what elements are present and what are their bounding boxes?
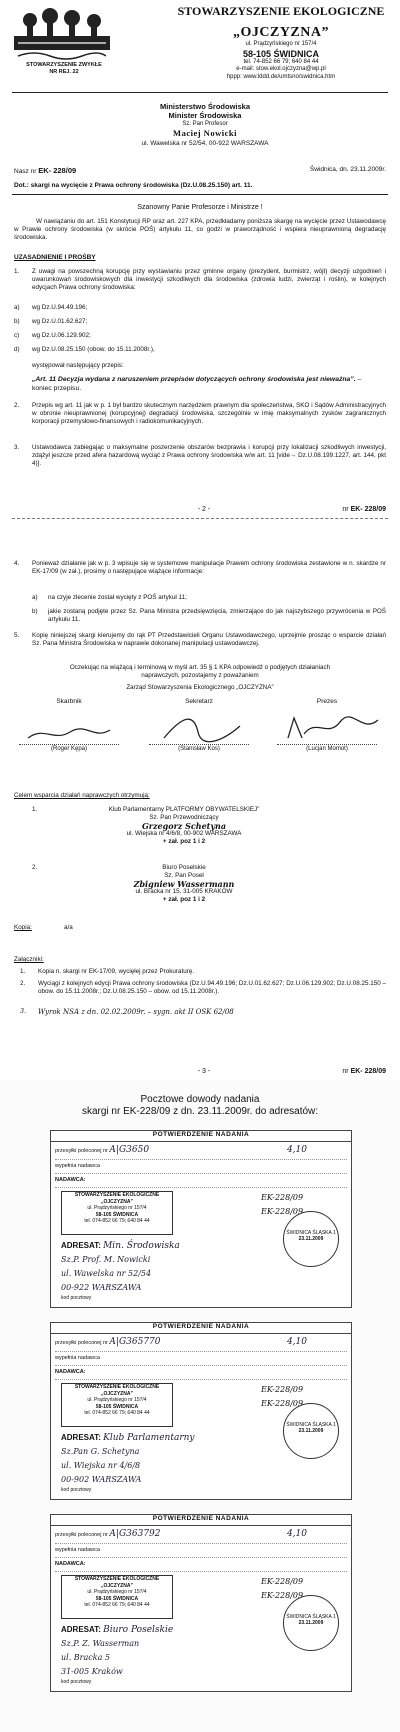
page-break xyxy=(12,518,388,519)
signature-president xyxy=(282,712,382,744)
attachment-3: 3. Wyrok NSA z dn. 02.02.2009r. – sygn. akt II OSK 62/08 xyxy=(20,1008,234,1016)
attachments-title: Załączniki: xyxy=(14,956,44,963)
kopia-row: Kopia: a/a xyxy=(14,924,73,931)
signature-secretary xyxy=(154,710,244,744)
copy-2: 2. Biuro Poselskie Sz. Pan Poseł Zbigniew Wassermann ul. Bracka nr 15, 31-005 KRAKÓW + zał. poz 1 i 2 xyxy=(32,864,235,903)
post-stamp-2: ŚWIDNICA ŚLĄSKA 1 23.11.2009 xyxy=(283,1403,339,1459)
recipient-ministry: Ministerstwo Środowiska xyxy=(159,102,251,111)
sender-stamp-1: STOWARZYSZENIE EKOLOGICZNE „OJCZYZNA” ul. Prądzyńskiego nr 157/4 58-105 ŚWIDNICA tel. 074-852 66 79; 640 84 44 xyxy=(61,1191,173,1235)
sig-name-treasurer: (Roger Kępa) xyxy=(50,746,88,752)
post-stamp-3: ŚWIDNICA ŚLĄSKA 1 23.11.2009 xyxy=(283,1595,339,1651)
question-a: a) na czyje zlecenie został wycięty z POŚ artykuł 11; xyxy=(32,594,187,601)
item-5: 5. Kopię niniejszej skargi kierujemy do rąk PT Przedstawicieli Organu Ustawodawczego, uprzejmie prosząc o wsparcie działań Sz. Pana Ministra Środowiska w naprawie dokonanej manipulacji ustawodawczej. xyxy=(14,632,386,647)
header-rule xyxy=(12,92,388,93)
org-email: e-mail: stow.ekol.ojczyzna@wp.pl xyxy=(236,66,326,72)
post-stamp-1: ŚWIDNICA ŚLĄSKA 1 23.11.2009 xyxy=(283,1211,339,1267)
salutation: Szanowny Panie Profesorze i Ministrze ! xyxy=(137,204,263,211)
board: Zarząd Stowarzyszenia Ekologicznego „OJCZYZNA” xyxy=(126,684,274,691)
association-logo xyxy=(14,6,110,62)
recipient-title: Minister Środowiska xyxy=(168,111,242,120)
item-4: 4. Ponieważ działanie jak w p. 3 wpisuje się w systemowe manipulacje Prawem ochrony środowiska zestawione w n. skardze nr EK-17/09 (w zał.), prosimy o następujące wiążące informacje: xyxy=(14,560,386,575)
edition-a: a) wg Dz.U.94.49.196; xyxy=(14,304,88,311)
sender-stamp-2: STOWARZYSZENIE EKOLOGICZNE „OJCZYZNA” ul. Prądzyńskiego nr 157/4 58-105 ŚWIDNICA tel. 074-852 66 79; 640 84 44 xyxy=(61,1383,173,1427)
item-3: 3. Ustawodawca zabiegając o maksymalne poszerzenie obszarów bezprawia i korupcji przy lokalizacji szkodliwych inwestycji, zdążył jeszcze przed afera hazardową wyciąć z Prawa ochrony środowiska w/w art. 11 [vide→ Dz.U.08.199.1227, art. 144, pkt 4)]. xyxy=(14,444,386,467)
page-3 xyxy=(0,1080,400,1732)
org-web: hppp: www.lddd.de/umtsno/swidnica.htm xyxy=(226,73,336,80)
page-1: STOWARZYSZENIE ZWYKŁE NR REJ. 22 STOWARZYSZENIE EKOLOGICZNE „OJCZYZNA” ul. Prądzyńskiego nr 157/4 58-105 ŚWIDNICA tel. 74-852 66 79; 640 84 44 e-mail: stow.ekol.ojczyzna@wp.pl hppp: www.lddd.de/umtsno/swidnica.htm Ministerstwo Środowiska Minister Środowiska Sz. Pan Profesor Maciej Nowicki ul. Wawelska nr 52/54, 00-922 WARSZAWA Nasz nr EK- 228/09 Świdnica, dn. 23.11.2009r. Dot.: skargi na wycięcie z Prawa ochrony środowiska (Dz.U.08.25.150) art. 11. Szanowny Panie Profesorze i Ministrze ! W nawiązaniu do art. 151 Konstytucji RP oraz art. 227 KPA, przedkładamy poniższa skargę na wycięcie przez Ustawodawcę w Prawie ochrony środowiska (w skrócie POŚ) artykułu 11, co godzi w praworządność i wspiera nieuprawnioną degradację środowiska. UZASADNIENIE I PROŚBY 1. Z uwagi na powszechną korupcję przy wystawianiu przez gminne organy (prezydent, burmistrz, wójt) decyzji uzgodnień i uwarunkowań środowiskowych dla inwestycji szkodliwych dla środowiska (zdrowia ludzi, zwierząt i roślin), w kolejnych edycjach Prawa ochrony środowiska: a) wg Dz.U.94.49.196; b) wg Dz.U.01.62.627; c) wg Dz.U.06.129.902; d) wg Dz.U.08.25.150 (obow. do 15.11.2008r.), występował następujący przepis: „Art. 11 Decyzja wydana z naruszeniem przepisów dotyczących ochrony środowiska jest nieważna”. – koniec przepisu. 2. Przepis wg art. 11 jak w p. 1 był bardzo skutecznym narzędziem prawnym dla społeczeństwa, SKO i Sądów Administracyjnych w obronie nieuprawnionej (korupcyjnej) degradacji środowiska, szczególnie w imię maksymalnych zysków zagranicznych korporacji przemysłowo-finansowych i radiokomunikacyjnych. 3. Ustawodawca zabiegając o maksymalne poszerzenie obszarów bezprawia i korupcji przy lokalizacji szkodliwych inwestycji, zdążył jeszcze przed afera hazardową wyciąć z Prawa ochrony środowiska w/w art. 11 [vide→ Dz.U.08.199.1227, art. 144, pkt 4)]. - 2 - nr EK- 228/09 xyxy=(0,0,400,560)
sender-stamp-3: STOWARZYSZENIE EKOLOGICZNE „OJCZYZNA” ul. Prądzyńskiego nr 157/4 58-105 ŚWIDNICA tel. 074-852 66 79; 640 84 44 xyxy=(61,1575,173,1619)
page-2: 4. Ponieważ działanie jak w p. 3 wpisuje się w systemowe manipulacje Prawem ochrony środowiska zestawione w n. skardze nr EK-17/09 (w zał.), prosimy o następujące wiążące informacje: a) na czyje zlecenie został wycięty z POŚ artykuł 11; b) jakie zostaną podjęte przez Sz. Pana Ministra przedsięwzięcia, zmierzające do jak najszybszego przywrócenia w POŚ artykułu 11. 5. Kopię niniejszej skargi kierujemy do rąk PT Przedstawicieli Organu Ustawodawczego, uprzejmie prosząc o wsparcie działań Sz. Pana Ministra Środowiska w naprawie dokonanej manipulacji ustawodawczej. Oczekując na wiążącą i terminową w myśl art. 35 § 1 KPA odpowiedź o podjętych działaniach naprawczych, pozostajemy z poważaniem Zarząd Stowarzyszenia Ekologicznego „OJCZYZNA” Skarbnik Sekretarz Prezes (Roger Kępa) (Stanisław Kos) (Lucjan Momot) Celem wsparcia działań naprawczych otrzymują: 1. Klub Parlamentarny PLATFORMY OBYWATELSKIEJ” Sz. Pan Przewodniczący Grzegorz Schetyna ul. Wiejska nr 4/6/8, 00-902 WARSZAWA + zał. poz 1 i 2 2. Biuro Poselskie Sz. Pan Poseł Zbigniew Wassermann ul. Bracka nr 15, 31-005 KRAKÓW + zał. poz 1 i 2 Kopia: a/a Załączniki: 1. Kopia n. skargi nr EK-17/09, wycięłej przez Prokuraturę. 2. Wyciągi z kolejnych edycji Prawa ochrony środowiska (Dz.U.94.49.196; Dz.U.01.62.627; Dz.U.06.129.902; Dz.U.08.25.150 – obow. do 15.11.2008r.; Dz.U.08.25.150 – obow. od 15.11.2008r.). 3. Wyrok NSA z dn. 02.02.2009r. – sygn. akt II OSK 62/08 - 3 - nr EK- 228/09 xyxy=(14,560,386,1075)
sig-name-secretary: (Stanisław Kos) xyxy=(178,746,220,752)
copies-title: Celem wsparcia działań naprawczych otrzymują: xyxy=(14,792,150,799)
attachment-1: 1. Kopia n. skargi nr EK-17/09, wycięłej przez Prokuraturę. xyxy=(20,968,195,975)
item-1: 1. Z uwagi na powszechną korupcję przy wystawianiu przez gminne organy (prezydent, burmistrz, wójt) decyzji uzgodnień i uwarunkowań środowiskowych dla inwestycji szkodliwych dla środowiska (zdrowia ludzi, zwierząt i roślin), w kolejnych edycjach Prawa ochrony środowiska: xyxy=(14,268,386,291)
copy-1: 1. Klub Parlamentarny PLATFORMY OBYWATELSKIEJ” Sz. Pan Przewodniczący Grzegorz Schetyna ul. Wiejska nr 4/6/8, 00-902 WARSZAWA + zał. poz 1 i 2 xyxy=(32,806,260,845)
edition-c: c) wg Dz.U.06.129.902; xyxy=(14,332,91,339)
subject-rule xyxy=(12,194,388,195)
org-phone: tel. 74-852 66 79; 640 84 44 xyxy=(243,58,319,65)
recipient-honorific: Sz. Pan Profesor xyxy=(182,121,228,127)
question-b: b) jakie zostaną podjęte przez Sz. Pana Ministra przedsięwzięcia, zmierzające do jak najszybszego przywrócenia w POŚ artykułu 11. xyxy=(32,608,386,623)
regulation-intro: występował następujący przepis: xyxy=(32,362,124,369)
place-date: Świdnica, dn. 23.11.2009r. xyxy=(309,166,386,173)
sig-role-president: Prezes xyxy=(316,698,338,705)
recipient-address: ul. Wawelska nr 52/54, 00-922 WARSZAWA xyxy=(141,140,269,147)
letterhead xyxy=(170,4,392,81)
page-3-number: - 3 - xyxy=(197,1068,211,1075)
recipient-block xyxy=(60,102,350,148)
receipts-title: Pocztowe dowody nadania skargi nr EK-228/09 z dn. 23.11.2009r. do adresatów: xyxy=(81,1094,319,1117)
sig-name-president: (Lucjan Momot) xyxy=(306,746,348,752)
attachment-2: 2. Wyciągi z kolejnych edycji Prawa ochrony środowiska (Dz.U.94.49.196; Dz.U.01.62.627; Dz.U.06.129.902; Dz.U.08.25.150 – obow. do 15.11.2008r.; Dz.U.08.25.150 – obow. od 15.11.2008r.). xyxy=(20,980,386,995)
org-short-name: „OJCZYZNA” xyxy=(232,25,329,40)
article-11-quote: „Art. 11 Decyzja wydana z naruszeniem przepisów dotyczących ochrony środowiska jest nieważna”. – koniec przepisu. xyxy=(32,376,362,392)
registration-note: STOWARZYSZENIE ZWYKŁE NR REJ. 22 xyxy=(26,62,102,75)
postal-receipt-1: POTWIERDZENIE NADANIA przesyłki poleconej nr A|G3650 4,10 wypełnia nadawca NADAWCA: STOWARZYSZENIE EKOLOGICZNE „OJCZYZNA” ul. Prądzyńskiego nr 157/4 58-105 ŚWIDNICA tel. 074-852 66 79; 640 84 44 EK-228/09 EK-228/09 ADRESAT: Min. Środowiska Sz.P. Prof. M. Nowicki ul. Wawelska nr 52/54 00-922 WARSZAWA kod pocztowy ŚWIDNICA ŚLĄSKA 1 23.11.2009 xyxy=(50,1130,352,1308)
postal-receipt-2: POTWIERDZENIE NADANIA przesyłki poleconej nr A|G365770 4,10 wypełnia nadawca NADAWCA: STOWARZYSZENIE EKOLOGICZNE „OJCZYZNA” ul. Prądzyńskiego nr 157/4 58-105 ŚWIDNICA tel. 074-852 66 79; 640 84 44 EK-228/09 EK-228/09 ADRESAT: Klub Parlamentarny Sz.Pan G. Schetyna ul. Wiejska nr 4/6/8 00-902 WARSZAWA kod pocztowy ŚWIDNICA ŚLĄSKA 1 23.11.2009 xyxy=(50,1322,352,1500)
closing: Oczekując na wiążącą i terminową w myśl art. 35 § 1 KPA odpowiedź o podjętych działaniach naprawczych, pozostajemy z poważaniem xyxy=(69,664,331,679)
org-address: ul. Prądzyńskiego nr 157/4 xyxy=(245,41,317,47)
section-title: UZASADNIENIE I PROŚBY xyxy=(14,254,96,261)
edition-b: b) wg Dz.U.01.62.627; xyxy=(14,318,88,325)
page-2-number: - 2 - xyxy=(197,506,211,513)
intro-paragraph: W nawiązaniu do art. 151 Konstytucji RP oraz art. 227 KPA, przedkładamy poniższa skargę na wycięcie przez Ustawodawcę w Prawie ochrony środowiska (w skrócie POŚ) artykułu 11, co godzi w praworządność i wspiera nieuprawnioną degradację środowiska. xyxy=(14,218,386,241)
signature-treasurer xyxy=(24,724,114,744)
sig-role-secretary: Sekretarz xyxy=(185,698,213,705)
edition-d: d) wg Dz.U.08.25.150 (obow. do 15.11.2008r.), xyxy=(14,346,155,353)
item-2: 2. Przepis wg art. 11 jak w p. 1 był bardzo skutecznym narzędziem prawnym dla społeczeństwa, SKO i Sądów Administracyjnych w obronie nieuprawnionej (korupcyjnej) degradacji środowiska, szczególnie w imię maksymalnych zysków zagranicznych korporacji przemysłowo-finansowych i radiokomunikacyjnych. xyxy=(14,402,386,425)
subject-line: Dot.: skargi na wycięcie z Prawa ochrony środowiska (Dz.U.08.25.150) art. 11. xyxy=(14,182,253,189)
org-name: STOWARZYSZENIE EKOLOGICZNE xyxy=(177,4,385,18)
postal-receipt-3: POTWIERDZENIE NADANIA przesyłki poleconej nr A|G363792 4,10 wypełnia nadawca NADAWCA: STOWARZYSZENIE EKOLOGICZNE „OJCZYZNA” ul. Prądzyńskiego nr 157/4 58-105 ŚWIDNICA tel. 074-852 66 79; 640 84 44 EK-228/09 EK-228/09 ADRESAT: Biuro Poselskie Sz.P. Z. Wasserman ul. Bracka 5 31-005 Kraków kod pocztowy ŚWIDNICA ŚLĄSKA 1 23.11.2009 xyxy=(50,1514,352,1692)
signatures xyxy=(14,698,386,758)
org-city: 58-105 ŚWIDNICA xyxy=(242,48,320,59)
recipient-name: Maciej Nowicki xyxy=(173,128,237,138)
sig-role-treasurer: Skarbnik xyxy=(56,698,82,705)
